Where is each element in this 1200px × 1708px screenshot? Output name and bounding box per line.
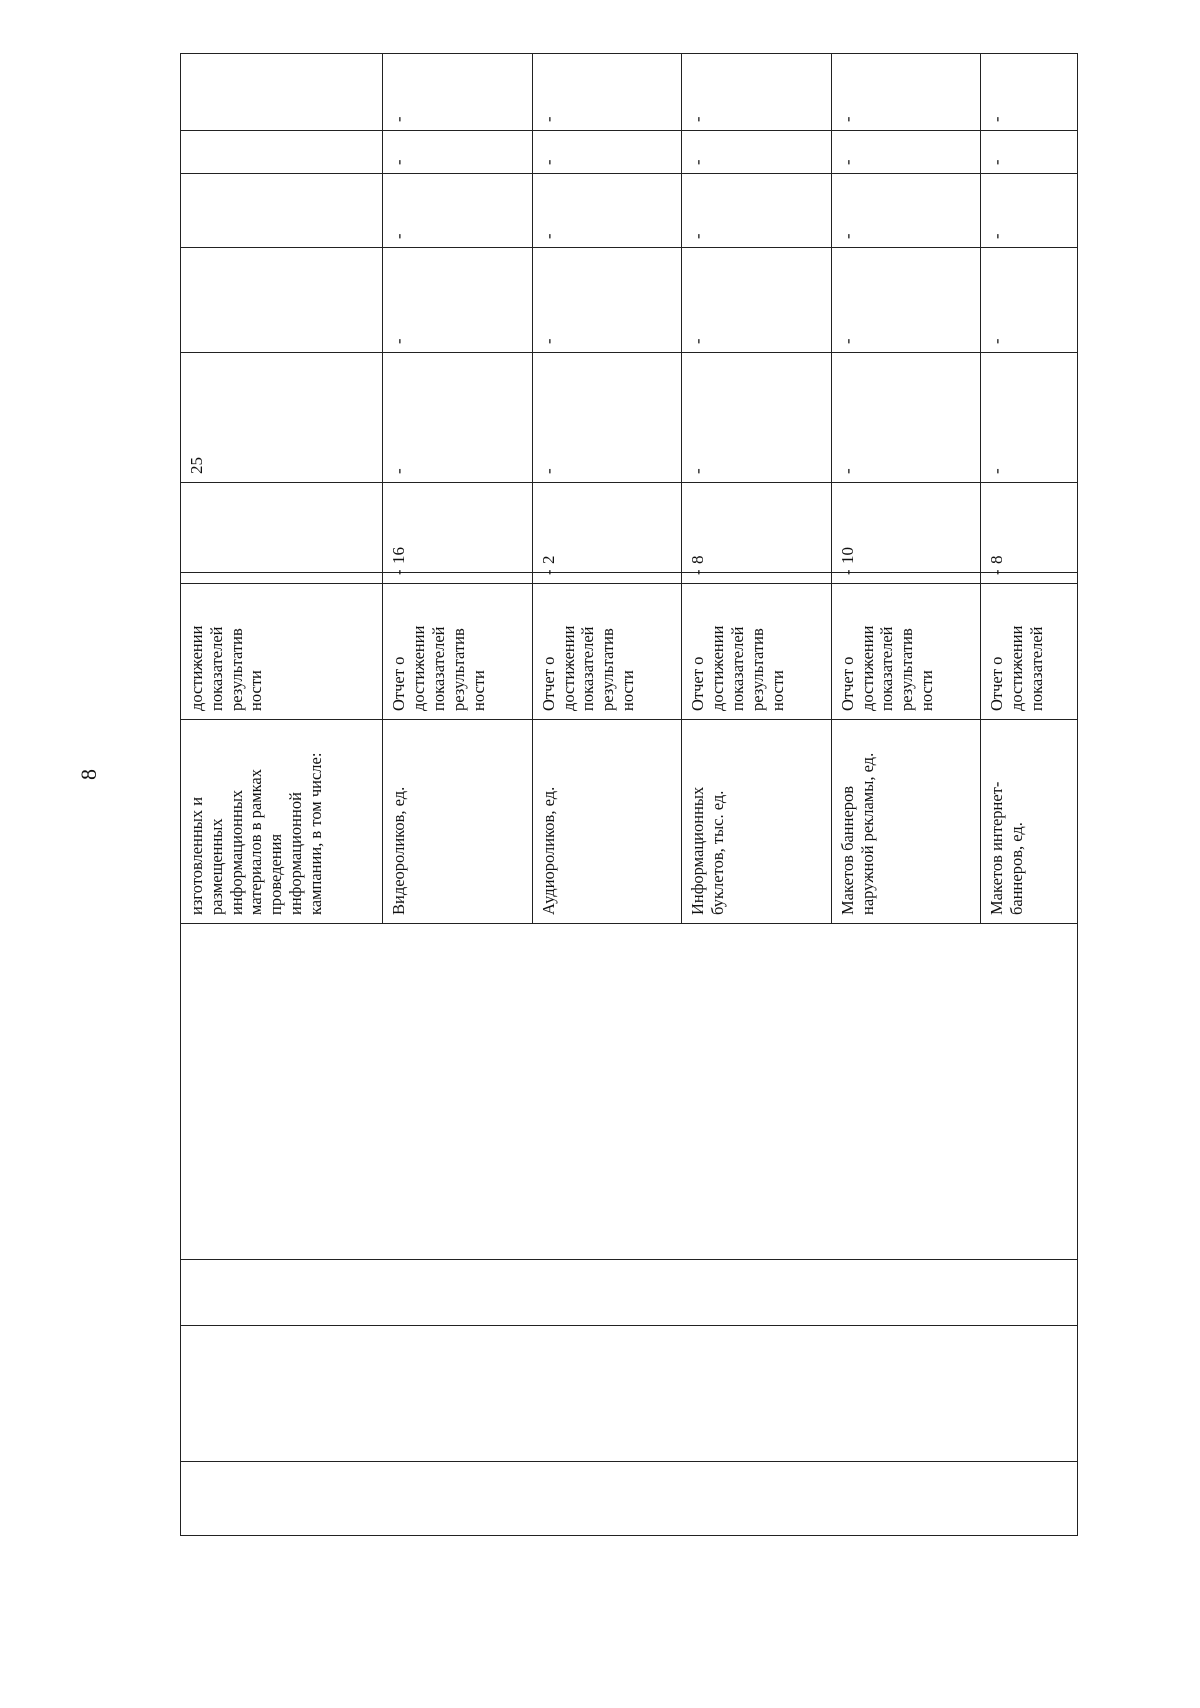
source-cell: Отчет о достижении показателей bbox=[981, 584, 1078, 720]
col-cell: - bbox=[981, 248, 1078, 353]
col-cell: - bbox=[831, 54, 981, 131]
empty-cell bbox=[181, 1260, 1078, 1326]
col-cell: - bbox=[383, 131, 533, 174]
indicator-name-cell: Информационных буклетов, тыс. ед. bbox=[682, 720, 832, 924]
value-cell: 8 bbox=[682, 483, 832, 573]
col-cell: - bbox=[532, 54, 682, 131]
source-cell: достижении показателей результатив ности bbox=[181, 584, 383, 720]
col-cell: - bbox=[532, 131, 682, 174]
dash-cell: - bbox=[532, 573, 682, 584]
col-cell: - bbox=[383, 248, 533, 353]
indicators-table bbox=[180, 53, 1078, 1536]
col-cell: - bbox=[383, 174, 533, 248]
col-cell: - bbox=[682, 54, 832, 131]
col-cell bbox=[181, 174, 383, 248]
col-cell: - bbox=[383, 54, 533, 131]
indicator-name-cell: Видеороликов, ед. bbox=[383, 720, 533, 924]
indicator-name-cell: изготовленных и размещенных информационных материалов в рамках проведения информационной кампании, в том числе: bbox=[181, 720, 383, 924]
col-cell: - bbox=[682, 131, 832, 174]
indicator-name-cell: Макетов баннеров наружной рекламы, ед. bbox=[831, 720, 981, 924]
col-cell: - bbox=[532, 248, 682, 353]
value2-cell: - bbox=[682, 353, 832, 483]
value2-cell: - bbox=[532, 353, 682, 483]
dash-cell: - bbox=[981, 573, 1078, 584]
value-cell bbox=[181, 483, 383, 573]
value2-cell: - bbox=[981, 353, 1078, 483]
narrow-cell bbox=[181, 573, 383, 584]
indicator-name-cell: Макетов интернет-баннеров, ед. bbox=[981, 720, 1078, 924]
value2-cell: 25 bbox=[181, 353, 383, 483]
page-number: 8 bbox=[76, 769, 101, 780]
col-cell bbox=[181, 131, 383, 174]
value-cell: 8 bbox=[981, 483, 1078, 573]
value-cell: 10 bbox=[831, 483, 981, 573]
col-cell: - bbox=[831, 131, 981, 174]
value-cell: 2 bbox=[532, 483, 682, 573]
table-row bbox=[181, 54, 383, 1536]
col-cell: - bbox=[682, 174, 832, 248]
col-cell: - bbox=[831, 174, 981, 248]
value2-cell: - bbox=[831, 353, 981, 483]
dash-cell: - bbox=[682, 573, 832, 584]
indicator-name-cell: Аудиороликов, ед. bbox=[532, 720, 682, 924]
dash-cell: - bbox=[831, 573, 981, 584]
col-cell bbox=[181, 54, 383, 131]
source-cell: Отчет о достижении показателей результатив ности bbox=[532, 584, 682, 720]
col-cell: - bbox=[532, 174, 682, 248]
col-cell: - bbox=[981, 131, 1078, 174]
col-cell: - bbox=[981, 54, 1078, 131]
source-cell: Отчет о достижении показателей результатив ности bbox=[831, 584, 981, 720]
rotated-table-wrapper bbox=[180, 54, 1078, 1536]
empty-cell bbox=[181, 924, 1078, 1260]
empty-cell bbox=[181, 1326, 1078, 1462]
dash-cell: - bbox=[383, 573, 533, 584]
col-cell: - bbox=[682, 248, 832, 353]
source-cell: Отчет о достижении показателей результатив ности bbox=[682, 584, 832, 720]
empty-cell bbox=[181, 1462, 1078, 1536]
col-cell: - bbox=[831, 248, 981, 353]
value2-cell: - bbox=[383, 353, 533, 483]
value-cell: 16 bbox=[383, 483, 533, 573]
col-cell: - bbox=[981, 174, 1078, 248]
source-cell: Отчет о достижении показателей результатив ности bbox=[383, 584, 533, 720]
col-cell bbox=[181, 248, 383, 353]
